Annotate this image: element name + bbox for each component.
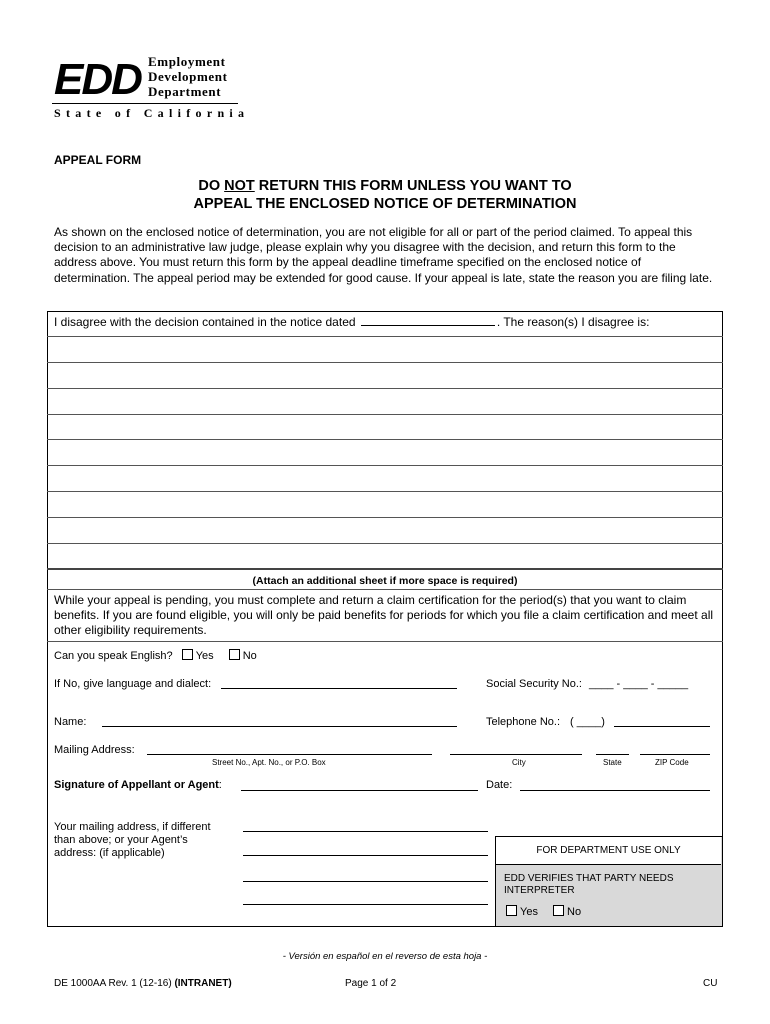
logo-department-name [148, 54, 228, 99]
english-yes-label: Yes [195, 650, 214, 662]
contact-section-divider [47, 641, 723, 642]
zip-field[interactable] [640, 754, 710, 755]
street-field[interactable] [147, 754, 432, 755]
language-field[interactable] [221, 688, 457, 689]
language-label: If No, give language and dialect: [54, 678, 212, 690]
interpreter-verification-line-1: EDD VERIFIES THAT PARTY NEEDS [504, 873, 674, 884]
state-field[interactable] [596, 754, 629, 755]
english-question-row [54, 649, 257, 662]
interpreter-yes-checkbox[interactable] [506, 905, 517, 916]
notice-date-field[interactable] [361, 316, 495, 326]
city-caption: City [512, 758, 526, 767]
form-id [54, 978, 232, 989]
edd-logo [52, 52, 250, 122]
reason-section-divider [47, 568, 723, 570]
alt-address-line-1: Your mailing address, if different [54, 821, 211, 833]
page-number: Page 1 of 2 [345, 978, 397, 989]
pending-paragraph: While your appeal is pending, you must complete and return a claim certification for the period(s) that you want to claim benefits. If you are found eligible, you will only be paid benefits for periods for which you file a claim certification and meet all other eligibility requirements. [54, 593, 714, 638]
alt-address-field-1[interactable] [243, 831, 488, 832]
logo-line-3: Department [148, 84, 222, 99]
ssn-field[interactable]: ____ - ____ - _____ [589, 678, 689, 690]
reason-line-6[interactable] [47, 465, 723, 466]
zip-caption: ZIP Code [655, 758, 689, 767]
pending-section-divider [47, 589, 723, 590]
signature-colon: : [218, 779, 222, 791]
english-no-label: No [242, 650, 257, 662]
department-use-box [495, 836, 723, 927]
reason-line-5[interactable] [47, 439, 723, 440]
alt-address-field-4[interactable] [243, 904, 488, 905]
logo-line-1: Employment [148, 54, 226, 69]
telephone-area-code[interactable]: ( ____) [570, 716, 605, 728]
alt-address-field-2[interactable] [243, 855, 488, 856]
english-question: Can you speak English? [54, 650, 173, 662]
alt-address-field-3[interactable] [243, 881, 488, 882]
signature-label-row [54, 779, 222, 791]
form-label: APPEAL FORM [54, 153, 142, 167]
logo-state: State of California [54, 106, 250, 120]
heading-not: NOT [224, 178, 255, 194]
reason-line-2[interactable] [47, 362, 723, 363]
disagree-statement [54, 315, 649, 329]
mailing-address-label: Mailing Address: [54, 744, 135, 756]
alt-address-line-2: than above; or your Agent’s [54, 834, 188, 846]
telephone-number-field[interactable] [614, 726, 710, 727]
reason-line-4[interactable] [47, 414, 723, 415]
name-label: Name: [54, 716, 87, 728]
street-caption: Street No., Apt. No., or P.O. Box [212, 758, 326, 767]
interpreter-yes-no [500, 905, 581, 918]
department-use-heading: FOR DEPARTMENT USE ONLY [496, 837, 721, 865]
heading-line-2: APPEAL THE ENCLOSED NOTICE OF DETERMINATION [193, 196, 577, 212]
english-no-checkbox[interactable] [229, 649, 240, 660]
logo-line-2: Development [148, 69, 228, 84]
interpreter-no-checkbox[interactable] [553, 905, 564, 916]
alt-address-line-3: address: (if applicable) [54, 847, 165, 859]
telephone-label: Telephone No.: [486, 716, 560, 728]
name-field[interactable] [102, 726, 457, 727]
reason-line-8[interactable] [47, 517, 723, 518]
spanish-version-note: - Versión en español en el reverso de esta hoja - [282, 951, 488, 962]
interpreter-verification [504, 873, 674, 897]
office-code: CU [703, 978, 718, 989]
interpreter-verification-line-2: INTERPRETER [504, 885, 575, 896]
alt-address-label [54, 821, 211, 860]
signature-field[interactable] [241, 790, 478, 791]
intro-paragraph: As shown on the enclosed notice of determination, you are not eligible for all or part of the period claimed. To appeal this decision to an administrative law judge, please explain why you disagree with the decision, and return this form to the address above. You must return this form by the appeal deadline timeframe specified on the enclosed notice of determination. The appeal period may be extended for good cause. If your appeal is late, state the reason you are filing late. [54, 225, 713, 285]
form-id-number: DE 1000AA Rev. 1 (12-16) [54, 978, 175, 989]
disagree-text-before: I disagree with the decision contained in the notice dated [54, 315, 356, 329]
date-label: Date: [486, 779, 513, 791]
heading-part-1: DO [198, 178, 225, 194]
reason-line-9[interactable] [47, 543, 723, 544]
date-field[interactable] [520, 790, 710, 791]
attach-sheet-note: (Attach an additional sheet if more space is required) [252, 575, 518, 587]
form-id-intranet: (INTRANET) [174, 978, 232, 989]
reason-line-3[interactable] [47, 388, 723, 389]
reason-line-7[interactable] [47, 491, 723, 492]
english-yes-checkbox[interactable] [182, 649, 193, 660]
city-field[interactable] [450, 754, 582, 755]
signature-label: Signature of Appellant or Agent [54, 779, 219, 791]
ssn-label: Social Security No.: [486, 678, 582, 690]
interpreter-no-label: No [567, 906, 582, 918]
logo-divider [52, 103, 238, 104]
reason-line-1[interactable] [47, 336, 723, 337]
disagree-text-after: . The reason(s) I disagree is: [496, 315, 650, 329]
interpreter-yes-label: Yes [520, 906, 538, 918]
logo-mark: EDD [54, 55, 141, 104]
state-caption: State [603, 758, 622, 767]
heading-line-1 [0, 178, 770, 195]
heading-part-2: RETURN THIS FORM UNLESS YOU WANT TO [254, 178, 572, 194]
